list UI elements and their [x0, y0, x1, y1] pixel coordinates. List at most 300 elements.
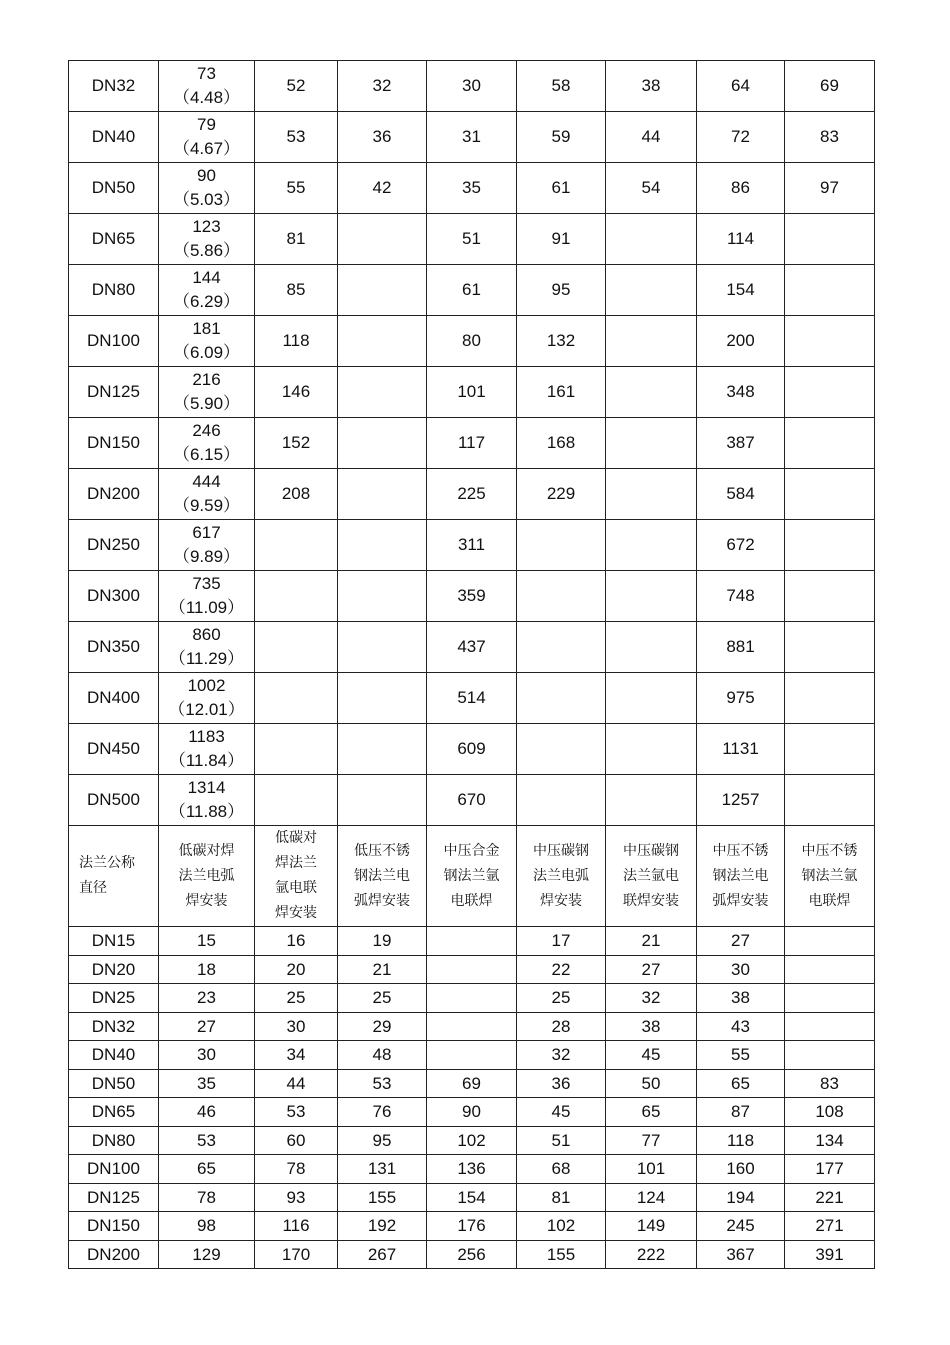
table-cell: 387: [697, 418, 785, 469]
table-cell: 38: [606, 1012, 697, 1041]
value-ratio: （12.01）: [168, 700, 245, 719]
table-cell: 102: [517, 1212, 606, 1241]
value-main: 444: [192, 472, 221, 491]
table-cell: [255, 673, 338, 724]
column-header: [427, 826, 517, 927]
table-cell: 36: [517, 1069, 606, 1098]
table-cell: 42: [338, 163, 427, 214]
table-row: [69, 775, 875, 826]
table-cell: 61: [427, 265, 517, 316]
header-line: 焊法兰: [275, 855, 317, 871]
table-cell: 118: [255, 316, 338, 367]
table-cell: 102: [427, 1126, 517, 1155]
nominal-diameter-cell: DN300: [69, 571, 159, 622]
table-cell: 31: [427, 112, 517, 163]
table-cell: 161: [517, 367, 606, 418]
table-cell: 17: [517, 927, 606, 956]
table-row: [69, 984, 875, 1013]
table-cell: 51: [517, 1126, 606, 1155]
table-cell: 27: [606, 955, 697, 984]
header-line: 低碳对焊: [178, 842, 235, 859]
table-cell: [606, 673, 697, 724]
table-cell: 52: [255, 61, 338, 112]
value-main: 144: [192, 268, 221, 287]
table-cell: 359: [427, 571, 517, 622]
table-cell: 19: [338, 927, 427, 956]
table-cell: 50: [606, 1069, 697, 1098]
table-cell: 38: [606, 61, 697, 112]
table-cell: [255, 520, 338, 571]
table-row: [69, 1183, 875, 1212]
header-line: 焊安装: [540, 892, 582, 909]
table-row: [69, 1212, 875, 1241]
table-cell: [785, 214, 875, 265]
table-cell: [517, 571, 606, 622]
table-cell: 34: [255, 1041, 338, 1070]
value-main: 79: [197, 115, 216, 134]
table-cell: 60: [255, 1126, 338, 1155]
table-cell: 101: [427, 367, 517, 418]
table-cell: 117: [427, 418, 517, 469]
table-cell: 35: [159, 1069, 255, 1098]
table-cell: 101: [606, 1155, 697, 1184]
header-line: 电联焊: [808, 892, 851, 909]
table-cell: 43: [697, 1012, 785, 1041]
nominal-diameter-cell: DN40: [69, 112, 159, 163]
value-ratio: （11.88）: [168, 802, 245, 821]
header-line: 中压不锈: [801, 842, 858, 859]
table-row: [69, 673, 875, 724]
column-header: [159, 826, 255, 927]
nominal-diameter-cell: DN65: [69, 1098, 159, 1127]
value-with-ratio-cell: [159, 418, 255, 469]
nominal-diameter-cell: DN200: [69, 1240, 159, 1269]
header-line: 氩电联: [275, 880, 317, 896]
table-cell: 78: [255, 1155, 338, 1184]
table-cell: 225: [427, 469, 517, 520]
table-cell: 271: [785, 1212, 875, 1241]
nominal-diameter-cell: DN15: [69, 927, 159, 956]
table-cell: 108: [785, 1098, 875, 1127]
value-ratio: （6.09）: [172, 343, 241, 362]
table-cell: 86: [697, 163, 785, 214]
value-main: 216: [192, 370, 221, 389]
table-cell: 81: [255, 214, 338, 265]
table-cell: [785, 469, 875, 520]
nominal-diameter-cell: DN250: [69, 520, 159, 571]
value-main: 735: [192, 574, 221, 593]
table-row: [69, 1069, 875, 1098]
table-cell: 670: [427, 775, 517, 826]
nominal-diameter-cell: DN450: [69, 724, 159, 775]
table-cell: [606, 571, 697, 622]
value-main: 617: [192, 523, 221, 542]
table-cell: 146: [255, 367, 338, 418]
table-cell: 59: [517, 112, 606, 163]
table-cell: 1131: [697, 724, 785, 775]
table-row: [69, 927, 875, 956]
table-cell: 21: [338, 955, 427, 984]
table-cell: 136: [427, 1155, 517, 1184]
table-cell: 116: [255, 1212, 338, 1241]
table-cell: 367: [697, 1240, 785, 1269]
value-main: 860: [192, 625, 221, 644]
value-with-ratio-cell: [159, 724, 255, 775]
value-with-ratio-cell: [159, 163, 255, 214]
table-cell: [606, 622, 697, 673]
table-cell: [606, 316, 697, 367]
column-header: [69, 826, 159, 927]
header-line: 中压不锈: [712, 842, 769, 859]
table-cell: 81: [517, 1183, 606, 1212]
table-cell: 21: [606, 927, 697, 956]
table-cell: 748: [697, 571, 785, 622]
table-row: [69, 418, 875, 469]
table-cell: [785, 520, 875, 571]
nominal-diameter-cell: DN80: [69, 265, 159, 316]
table-cell: 29: [338, 1012, 427, 1041]
table-cell: [427, 927, 517, 956]
nominal-diameter-cell: DN50: [69, 1069, 159, 1098]
table-cell: [338, 673, 427, 724]
table-cell: 155: [517, 1240, 606, 1269]
table-cell: [785, 622, 875, 673]
table-cell: 76: [338, 1098, 427, 1127]
column-header: [255, 826, 338, 927]
value-main: 1002: [187, 676, 226, 695]
table-cell: [338, 571, 427, 622]
table-cell: 152: [255, 418, 338, 469]
header-line: 法兰电弧: [533, 867, 589, 884]
table-cell: 77: [606, 1126, 697, 1155]
table-cell: [606, 214, 697, 265]
table-cell: 30: [159, 1041, 255, 1070]
value-main: 90: [197, 166, 216, 185]
value-main: 246: [192, 421, 221, 440]
table-cell: 53: [255, 112, 338, 163]
table-cell: 83: [785, 112, 875, 163]
table-cell: [606, 265, 697, 316]
value-with-ratio-cell: [159, 61, 255, 112]
table-cell: [338, 367, 427, 418]
nominal-diameter-cell: DN20: [69, 955, 159, 984]
table-cell: [785, 367, 875, 418]
table-cell: 20: [255, 955, 338, 984]
value-main: 73: [197, 64, 216, 83]
table-row: [69, 1012, 875, 1041]
table-cell: 129: [159, 1240, 255, 1269]
table-row: [69, 955, 875, 984]
nominal-diameter-cell: DN40: [69, 1041, 159, 1070]
table-cell: 65: [697, 1069, 785, 1098]
header-line: 联焊安装: [623, 892, 679, 909]
table-cell: 46: [159, 1098, 255, 1127]
table-cell: [338, 775, 427, 826]
table-cell: [338, 265, 427, 316]
table-cell: [338, 214, 427, 265]
nominal-diameter-cell: DN32: [69, 61, 159, 112]
table-cell: 672: [697, 520, 785, 571]
value-with-ratio-cell: [159, 622, 255, 673]
nominal-diameter-cell: DN32: [69, 1012, 159, 1041]
table-cell: 177: [785, 1155, 875, 1184]
table-cell: 170: [255, 1240, 338, 1269]
nominal-diameter-cell: DN500: [69, 775, 159, 826]
column-header: [785, 826, 875, 927]
table-cell: 114: [697, 214, 785, 265]
table-cell: [255, 724, 338, 775]
nominal-diameter-cell: DN150: [69, 1212, 159, 1241]
table-cell: 27: [697, 927, 785, 956]
value-ratio: （9.89）: [172, 547, 241, 566]
table-row: [69, 316, 875, 367]
table-row: [69, 622, 875, 673]
table-cell: 55: [697, 1041, 785, 1070]
table-cell: 881: [697, 622, 785, 673]
table-row: [69, 1240, 875, 1269]
header-line: 法兰公称: [79, 855, 135, 871]
table-cell: 25: [338, 984, 427, 1013]
table-cell: 32: [338, 61, 427, 112]
header-line: 中压碳钢: [623, 842, 679, 859]
table-row: [69, 367, 875, 418]
table-cell: 64: [697, 61, 785, 112]
table-cell: 32: [517, 1041, 606, 1070]
table-cell: 93: [255, 1183, 338, 1212]
value-with-ratio-cell: [159, 469, 255, 520]
table-cell: [338, 469, 427, 520]
table-row: [69, 571, 875, 622]
table-cell: [517, 724, 606, 775]
nominal-diameter-cell: DN100: [69, 316, 159, 367]
table-cell: 194: [697, 1183, 785, 1212]
header-line: 电联焊: [450, 892, 493, 909]
table-cell: 44: [606, 112, 697, 163]
table-cell: 131: [338, 1155, 427, 1184]
table-cell: 27: [159, 1012, 255, 1041]
table-row: [69, 265, 875, 316]
header-line: 中压碳钢: [533, 842, 589, 859]
column-header: [517, 826, 606, 927]
header-line: 钢法兰氩: [801, 867, 858, 884]
table-cell: 61: [517, 163, 606, 214]
nominal-diameter-cell: DN400: [69, 673, 159, 724]
table-cell: 584: [697, 469, 785, 520]
table-row: [69, 724, 875, 775]
table-cell: 48: [338, 1041, 427, 1070]
table-cell: [606, 520, 697, 571]
header-line: 法兰电弧: [178, 867, 235, 884]
table-cell: 98: [159, 1212, 255, 1241]
table-cell: [517, 520, 606, 571]
table-cell: [606, 418, 697, 469]
table-cell: 514: [427, 673, 517, 724]
nominal-diameter-cell: DN100: [69, 1155, 159, 1184]
table-cell: 192: [338, 1212, 427, 1241]
table-cell: 311: [427, 520, 517, 571]
table-cell: 229: [517, 469, 606, 520]
table-cell: 45: [606, 1041, 697, 1070]
value-with-ratio-cell: [159, 316, 255, 367]
table-cell: [606, 469, 697, 520]
table-cell: 25: [255, 984, 338, 1013]
value-with-ratio-cell: [159, 775, 255, 826]
table-cell: 30: [255, 1012, 338, 1041]
table-cell: 78: [159, 1183, 255, 1212]
nominal-diameter-cell: DN200: [69, 469, 159, 520]
table-cell: 348: [697, 367, 785, 418]
table-cell: [427, 955, 517, 984]
column-header: [697, 826, 785, 927]
table-cell: 18: [159, 955, 255, 984]
table-cell: 69: [427, 1069, 517, 1098]
table-cell: 16: [255, 927, 338, 956]
table-cell: [338, 316, 427, 367]
value-with-ratio-cell: [159, 265, 255, 316]
table-cell: 124: [606, 1183, 697, 1212]
table-cell: 38: [697, 984, 785, 1013]
header-line: 钢法兰氩: [443, 867, 500, 884]
table-cell: [255, 775, 338, 826]
table-cell: 132: [517, 316, 606, 367]
value-with-ratio-cell: [159, 520, 255, 571]
table-cell: [338, 520, 427, 571]
table-cell: 437: [427, 622, 517, 673]
table-cell: 22: [517, 955, 606, 984]
table-cell: [785, 984, 875, 1013]
table-cell: 72: [697, 112, 785, 163]
table-cell: 15: [159, 927, 255, 956]
value-with-ratio-cell: [159, 673, 255, 724]
table-cell: 85: [255, 265, 338, 316]
table-cell: [338, 724, 427, 775]
table-row: [69, 112, 875, 163]
table-cell: 245: [697, 1212, 785, 1241]
value-ratio: （9.59）: [172, 496, 241, 515]
table-cell: 391: [785, 1240, 875, 1269]
table-cell: 30: [427, 61, 517, 112]
value-main: 123: [192, 217, 221, 236]
header-line: 直径: [79, 880, 107, 896]
nominal-diameter-cell: DN80: [69, 1126, 159, 1155]
table-cell: 55: [255, 163, 338, 214]
header-line: 焊安装: [275, 905, 317, 921]
table-cell: 154: [697, 265, 785, 316]
table-cell: 975: [697, 673, 785, 724]
table-body: [69, 61, 875, 1269]
value-ratio: （11.84）: [168, 751, 245, 770]
value-ratio: （6.15）: [172, 445, 241, 464]
value-with-ratio-cell: [159, 112, 255, 163]
table-cell: 1257: [697, 775, 785, 826]
table-cell: 95: [338, 1126, 427, 1155]
value-with-ratio-cell: [159, 367, 255, 418]
table-cell: [517, 673, 606, 724]
table-cell: 160: [697, 1155, 785, 1184]
header-line: 弧焊安装: [712, 892, 769, 909]
value-with-ratio-cell: [159, 571, 255, 622]
table-cell: 32: [606, 984, 697, 1013]
header-line: 钢法兰电: [712, 867, 769, 884]
header-line: 低压不锈: [354, 842, 410, 859]
table-cell: [785, 775, 875, 826]
value-ratio: （4.48）: [172, 88, 241, 107]
table-cell: 23: [159, 984, 255, 1013]
table-cell: [785, 418, 875, 469]
table-cell: 69: [785, 61, 875, 112]
table-cell: 149: [606, 1212, 697, 1241]
table-cell: [785, 571, 875, 622]
table-cell: [255, 622, 338, 673]
table-cell: 221: [785, 1183, 875, 1212]
header-line: 钢法兰电: [354, 867, 410, 884]
table-cell: [785, 927, 875, 956]
value-ratio: （6.29）: [172, 292, 241, 311]
table-cell: 168: [517, 418, 606, 469]
value-main: 181: [192, 319, 221, 338]
nominal-diameter-cell: DN65: [69, 214, 159, 265]
table-cell: 154: [427, 1183, 517, 1212]
table-row: [69, 61, 875, 112]
table-cell: 53: [255, 1098, 338, 1127]
table-cell: 68: [517, 1155, 606, 1184]
value-with-ratio-cell: [159, 214, 255, 265]
header-line: 焊安装: [185, 892, 228, 909]
nominal-diameter-cell: DN25: [69, 984, 159, 1013]
table-cell: 30: [697, 955, 785, 984]
value-ratio: （4.67）: [172, 139, 241, 158]
table-cell: [427, 1041, 517, 1070]
table-cell: [338, 418, 427, 469]
table-cell: [785, 673, 875, 724]
table-row: [69, 1041, 875, 1070]
nominal-diameter-cell: DN350: [69, 622, 159, 673]
table-row: [69, 520, 875, 571]
table-cell: 95: [517, 265, 606, 316]
table-cell: 25: [517, 984, 606, 1013]
table-cell: 176: [427, 1212, 517, 1241]
value-ratio: （5.90）: [172, 394, 241, 413]
table-cell: [785, 1041, 875, 1070]
table-cell: [517, 775, 606, 826]
value-main: 1314: [187, 778, 226, 797]
table-cell: [785, 724, 875, 775]
table-cell: [427, 1012, 517, 1041]
table-cell: 58: [517, 61, 606, 112]
table-cell: 28: [517, 1012, 606, 1041]
nominal-diameter-cell: DN125: [69, 1183, 159, 1212]
table-cell: [785, 316, 875, 367]
table-row: [69, 214, 875, 265]
value-ratio: （5.86）: [172, 241, 241, 260]
table-cell: 83: [785, 1069, 875, 1098]
table-row: [69, 163, 875, 214]
table-cell: 97: [785, 163, 875, 214]
table-cell: [606, 775, 697, 826]
table-row: [69, 1098, 875, 1127]
table-row: [69, 469, 875, 520]
table-cell: 155: [338, 1183, 427, 1212]
table-cell: 208: [255, 469, 338, 520]
header-line: 低碳对: [275, 830, 317, 846]
value-main: 1183: [188, 727, 225, 746]
table-cell: [338, 622, 427, 673]
table-cell: 200: [697, 316, 785, 367]
table-cell: [785, 265, 875, 316]
table-cell: 87: [697, 1098, 785, 1127]
table-cell: [606, 724, 697, 775]
table-cell: [255, 571, 338, 622]
